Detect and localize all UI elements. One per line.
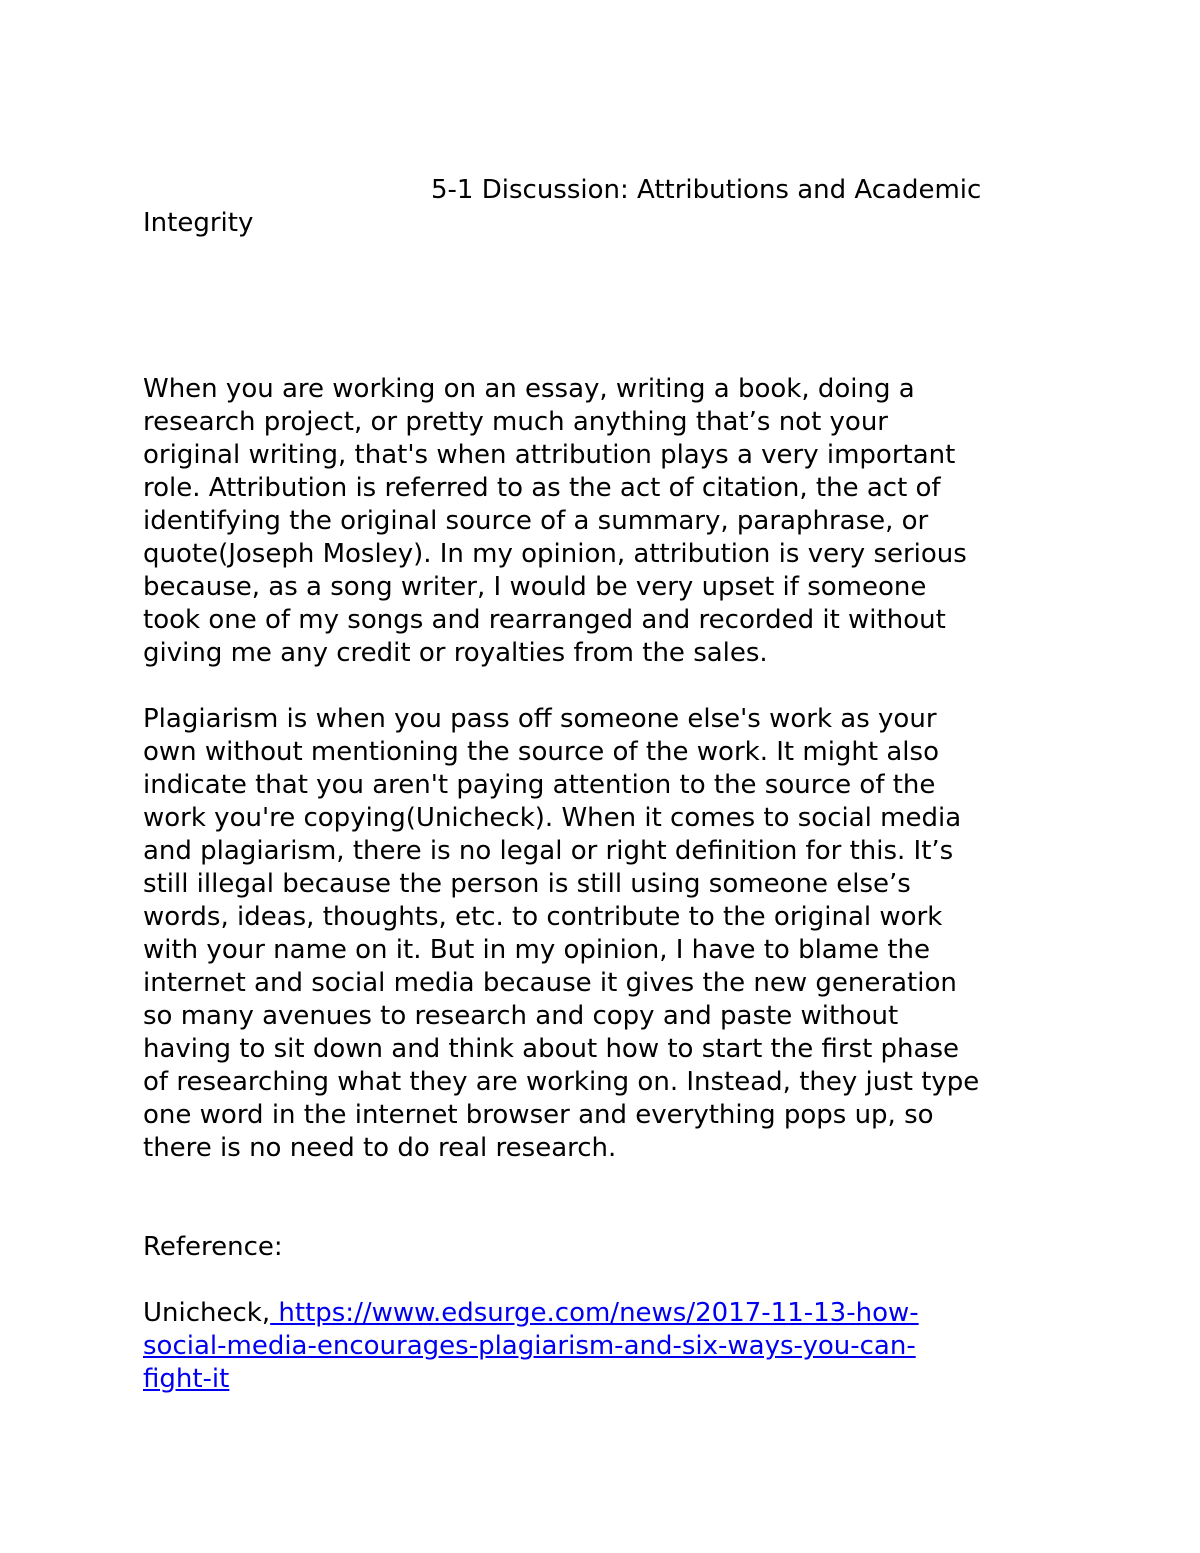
- paragraph-plagiarism: Plagiarism is when you pass off someone else's work as your own without mentioning the source of the work. It might also indicate that you aren't paying attention to the source of the work you're copying(Unicheck). When it comes to social media and plagiarism, there is no legal or right definition for this. It’s still illegal because the person is still using someone else’s words, ideas, thoughts, etc. to contribute to the original work with your name on it. But in my opinion, I have to blame the internet and social media because it gives the new generation so many avenues to research and copy and paste without having to sit down and think about how to start the first phase of researching what they are working on. Instead, they just type one word in the internet browser and everything pops up, so there is no need to do real research.: [143, 704, 980, 1163]
- reference-source: Unicheck,: [143, 1298, 271, 1328]
- reference-entry: [143, 1297, 1063, 1396]
- document-body: [143, 174, 1063, 1396]
- document-title: 5-1 Discussion: Attributions and Academic Integrity: [143, 175, 982, 238]
- reference-heading: Reference:: [143, 1232, 283, 1262]
- reference-link[interactable]: https://www.edsurge.com/news/2017-11-13-how- social-media-encourages-plagiarism-and-six-ways-you-can- fight-it: [143, 1298, 919, 1394]
- paragraph-attribution: When you are working on an essay, writing a book, doing a research project, or pretty much anything that’s not your original writing, that's when attribution plays a very important role. Attribution is referred to as the act of citation, the act of identifying the original source of a summary, paraphrase, or quote(Joseph Mosley). In my opinion, attribution is very serious because, as a song writer, I would be very upset if someone took one of my songs and rearranged and recorded it without giving me any credit or royalties from the sales.: [143, 374, 967, 668]
